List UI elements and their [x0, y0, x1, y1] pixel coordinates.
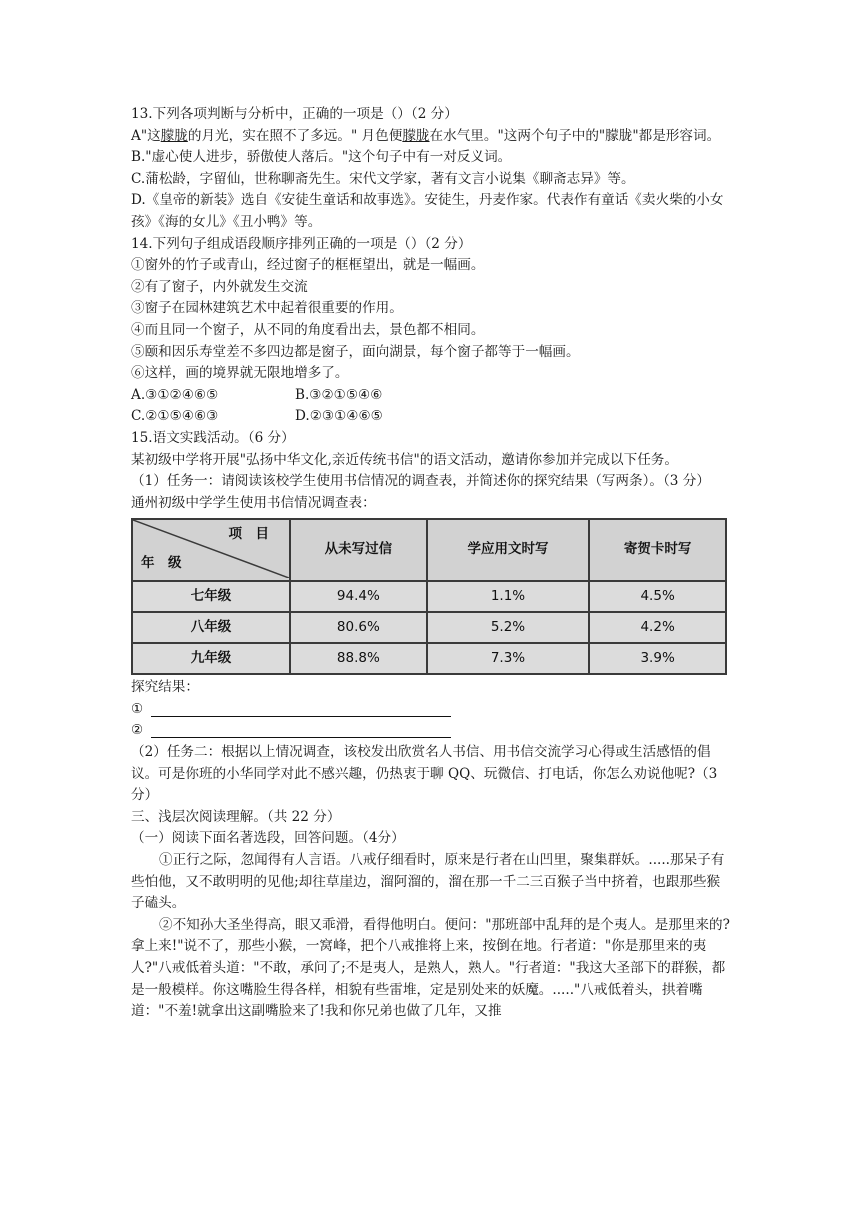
table-cell: 5.2%	[427, 612, 590, 643]
page-content	[131, 104, 731, 1023]
table-row-grade: 九年级	[132, 643, 290, 674]
q14-options-row-1	[131, 385, 731, 407]
survey-corner-cell	[132, 519, 290, 581]
q13-option-d: D.《皇帝的新装》选自《安徒生童话和故事选》。安徒生，丹麦作家。代表作有童话《卖火柴的小女孩》《海的女儿》《丑小鸭》等。	[131, 192, 724, 230]
q15-stem: 15.语文实践活动。（6 分）	[131, 429, 295, 446]
table-row	[132, 612, 726, 643]
result-line-1	[131, 699, 731, 721]
survey-header-applied: 学应用文时写	[427, 519, 590, 581]
q13-option-a	[131, 126, 731, 148]
table-cell: 3.9%	[589, 643, 726, 674]
table-row-grade: 七年级	[132, 581, 290, 612]
reading-paragraph-1: ①正行之际，忽闻得有人言语。八戒仔细看时，原来是行者在山凹里，聚集群妖。.....那呆子有些怕他，又不敢明明的见他;却往草崖边，溜阿溜的，溜在那一千二三百猴子当中挤着，也跟那些猴子磕头。	[131, 852, 725, 912]
section-3-title: 三、浅层次阅读理解。（共 22 分）	[131, 808, 341, 825]
corner-label-grade: 年 级	[141, 554, 182, 571]
q14-sentence-6: ⑥这样，画的境界就无限地增多了。	[131, 365, 349, 382]
q13-a-underline-1: 朦胧	[160, 127, 188, 144]
result-label: 探究结果：	[131, 679, 199, 696]
q13-stem: 13.下列各项判断与分析中，正确的一项是（）（2 分）	[131, 106, 458, 122]
survey-header-never: 从未写过信	[290, 519, 427, 581]
answer-blank-1[interactable]	[151, 702, 451, 717]
table-cell: 80.6%	[290, 612, 427, 643]
q14-option-a: A.③①②④⑥⑤	[131, 386, 219, 403]
survey-table-title: 通州初级中学学生使用书信情况调查表：	[131, 494, 376, 511]
q13-a-underline-2: 朦胧	[402, 127, 430, 144]
table-row	[132, 581, 726, 612]
q14-sentence-1: ①窗外的竹子或青山，经过窗子的框框望出，就是一幅画。	[131, 257, 485, 274]
result-marker-1: ①	[131, 700, 144, 717]
answer-blank-2[interactable]	[151, 723, 451, 738]
q14-sentence-3: ③窗子在园林建筑艺术中起着很重要的作用。	[131, 300, 403, 317]
q15-task-1: （1）任务一：请阅读该校学生使用书信情况的调查表，并简述你的探究结果（写两条）。（3 分）	[131, 473, 710, 490]
q15-intro: 某初级中学将开展"弘扬中华文化,亲近传统书信"的语文活动，邀请你参加并完成以下任务。	[131, 451, 678, 468]
q14-sentence-2: ②有了窗子，内外就发生交流	[131, 278, 308, 295]
result-line-2	[131, 720, 731, 742]
survey-header-card: 寄贺卡时写	[589, 519, 726, 581]
q13-a-mid: 的月光，实在照不了多远。" 月色便	[187, 127, 403, 144]
table-cell: 7.3%	[427, 643, 590, 674]
q14-stem: 14.下列句子组成语段顺序排列正确的一项是（）（2 分）	[131, 235, 472, 252]
table-cell: 4.5%	[589, 581, 726, 612]
survey-table	[131, 518, 727, 675]
q15-task-2: （2）任务二：根据以上情况调查，该校发出欣赏名人书信、用书信交流学习心得或生活感悟的倡议。可是你班的小华同学对此不感兴趣，仍热衷于聊 QQ、玩微信、打电话，你怎么劝说他呢?（3 分）	[131, 744, 718, 804]
q13-option-c: C.蒲松龄，字留仙，世称聊斋先生。宋代文学家，著有文言小说集《聊斋志异》等。	[131, 170, 635, 187]
table-cell: 94.4%	[290, 581, 427, 612]
q14-sentence-5: ⑤颐和因乐寿堂差不多四边都是窗子，面向湖景，每个窗子都等于一幅画。	[131, 343, 580, 360]
q13-option-b: B."虚心使人进步，骄傲使人落后。"这个句子中有一对反义词。	[131, 149, 512, 166]
survey-header-row	[132, 519, 726, 581]
result-marker-2: ②	[131, 722, 144, 739]
table-cell: 88.8%	[290, 643, 427, 674]
reading-paragraph-2: ②不知孙大圣坐得高，眼又乖滑，看得他明白。便问："那班部中乱拜的是个夷人。是那里来的? 拿上来!"说不了，那些小猴，一窝峰，把个八戒推将上来，按倒在地。行者道："你是那里来的夷人?"八戒低着头道："不敢，承问了;不是夷人，是熟人，熟人。"行者道："我这大圣部下的群猴，都是一般模样。你这嘴脸生得各样，相貌有些雷堆，定是别处来的妖魔。....."八戒低着头，拱着嘴道："不羞!就拿出这副嘴脸来了!我和你兄弟也做了几年，又推	[131, 916, 730, 1020]
q14-sentence-4: ④而且同一个窗子，从不同的角度看出去，景色都不相同。	[131, 321, 485, 338]
table-cell: 1.1%	[427, 581, 590, 612]
q14-option-c: C.②①⑤④⑥③	[131, 408, 219, 425]
table-row	[132, 643, 726, 674]
q14-option-d: D.②③①④⑥⑤	[295, 408, 383, 425]
corner-label-item: 项 目	[228, 526, 269, 543]
q13-a-post: 在水气里。"这两个句子中的"朦胧"都是形容词。	[429, 127, 721, 144]
q14-option-b: B.③②①⑤④⑥	[295, 386, 383, 403]
section-3-sub-1: （一）阅读下面名著选段，回答问题。（4分）	[131, 830, 405, 847]
q13-a-pre: A"这	[131, 127, 161, 144]
table-cell: 4.2%	[589, 612, 726, 643]
q14-options-row-2	[131, 406, 731, 428]
table-row-grade: 八年级	[132, 612, 290, 643]
